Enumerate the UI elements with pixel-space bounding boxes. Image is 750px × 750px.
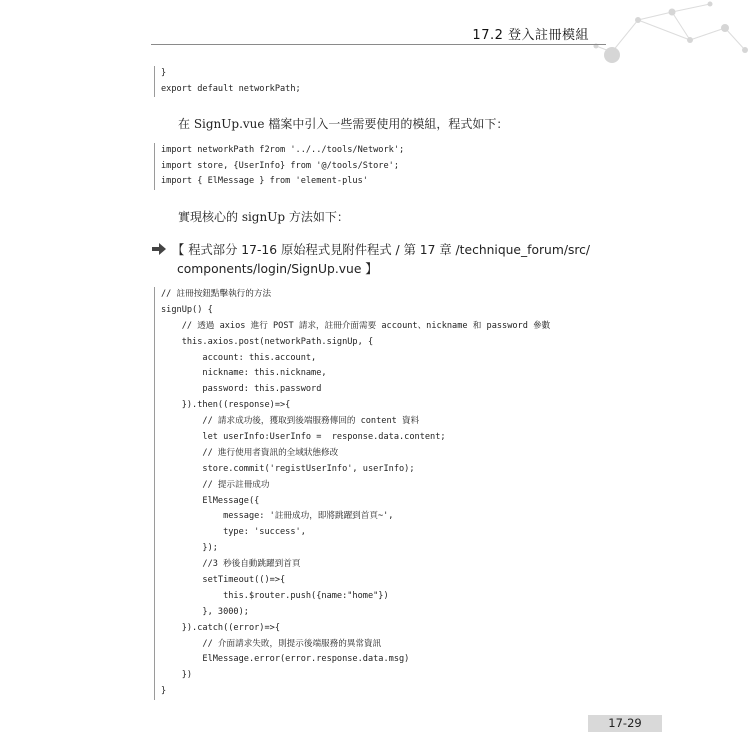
code-line: account: this.account, bbox=[161, 352, 317, 363]
code-line: signUp() { bbox=[161, 304, 213, 315]
code-line: import store, {UserInfo} from '@/tools/Store'; bbox=[161, 160, 399, 171]
paragraph-imports-intro: 在 SignUp.vue 檔案中引入一些需要使用的模組，程式如下： bbox=[178, 117, 509, 131]
code-line: }); bbox=[161, 543, 218, 554]
code-line: // 註冊按鈕點擊執行的方法 bbox=[161, 289, 272, 299]
code-line: }).then((response)=>{ bbox=[161, 400, 291, 411]
listing-reference-line-1: 【 程式部分 17-16 原始程式見附件程式 / 第 17 章 /technique_forum/src/ bbox=[172, 243, 591, 257]
code-line: // 進行使用者資訊的全域狀態修改 bbox=[161, 447, 339, 458]
code-line: export default networkPath; bbox=[161, 83, 301, 94]
code-line: import networkPath f2rom '../../tools/Network'; bbox=[161, 145, 405, 155]
code-line: }).catch((error)=>{ bbox=[161, 622, 280, 633]
code-line: setTimeout(()=>{ bbox=[161, 575, 286, 586]
code-line: }, 3000); bbox=[161, 606, 249, 617]
code-block-network-path bbox=[154, 66, 601, 97]
code-line: // 請求成功後，獲取到後端服務傳回的 content 資料 bbox=[161, 416, 420, 427]
paragraph-signup-intro: 實現核心的 signUp 方法如下： bbox=[178, 210, 349, 224]
code-line: // 介面請求失敗，則提示後端服務的異常資訊 bbox=[161, 638, 382, 649]
code-line: } bbox=[161, 686, 167, 697]
code-block-signup-method bbox=[154, 287, 601, 700]
code-line: let userInfo:UserInfo = response.data.content; bbox=[161, 432, 446, 443]
listing-reference-line-2: components/login/SignUp.vue 】 bbox=[177, 262, 378, 276]
listing-reference bbox=[172, 241, 592, 279]
code-line: // 提示註冊成功 bbox=[161, 479, 270, 490]
section-title: 17.2 登入註冊模組 bbox=[472, 28, 589, 43]
code-line: import { ElMessage } from 'element-plus' bbox=[161, 176, 368, 186]
code-line: nickname: this.nickname, bbox=[161, 368, 327, 379]
code-line: this.$router.push({name:"home"}) bbox=[161, 590, 389, 601]
page-number-badge bbox=[588, 715, 662, 732]
header-divider bbox=[151, 44, 606, 45]
code-line: message: '註冊成功，即將跳躍到首頁~', bbox=[161, 511, 394, 522]
right-arrow-icon bbox=[152, 243, 166, 255]
code-line: store.commit('registUserInfo', userInfo); bbox=[161, 463, 415, 474]
code-line: ElMessage({ bbox=[161, 495, 260, 506]
code-line: //3 秒後自動跳躍到首頁 bbox=[161, 559, 301, 570]
code-line: type: 'success', bbox=[161, 527, 306, 538]
code-line: this.axios.post(networkPath.signUp, { bbox=[161, 336, 374, 347]
code-line: password: this.password bbox=[161, 384, 322, 395]
code-block-imports bbox=[154, 143, 601, 190]
code-line: } bbox=[161, 68, 167, 78]
code-line: ElMessage.error(error.response.data.msg) bbox=[161, 654, 410, 665]
code-line: // 透過 axios 進行 POST 請求，註冊介面需要 account、nickname 和 password 參數 bbox=[161, 320, 551, 331]
code-line: }) bbox=[161, 670, 193, 681]
page-number: 17-29 bbox=[608, 716, 642, 730]
